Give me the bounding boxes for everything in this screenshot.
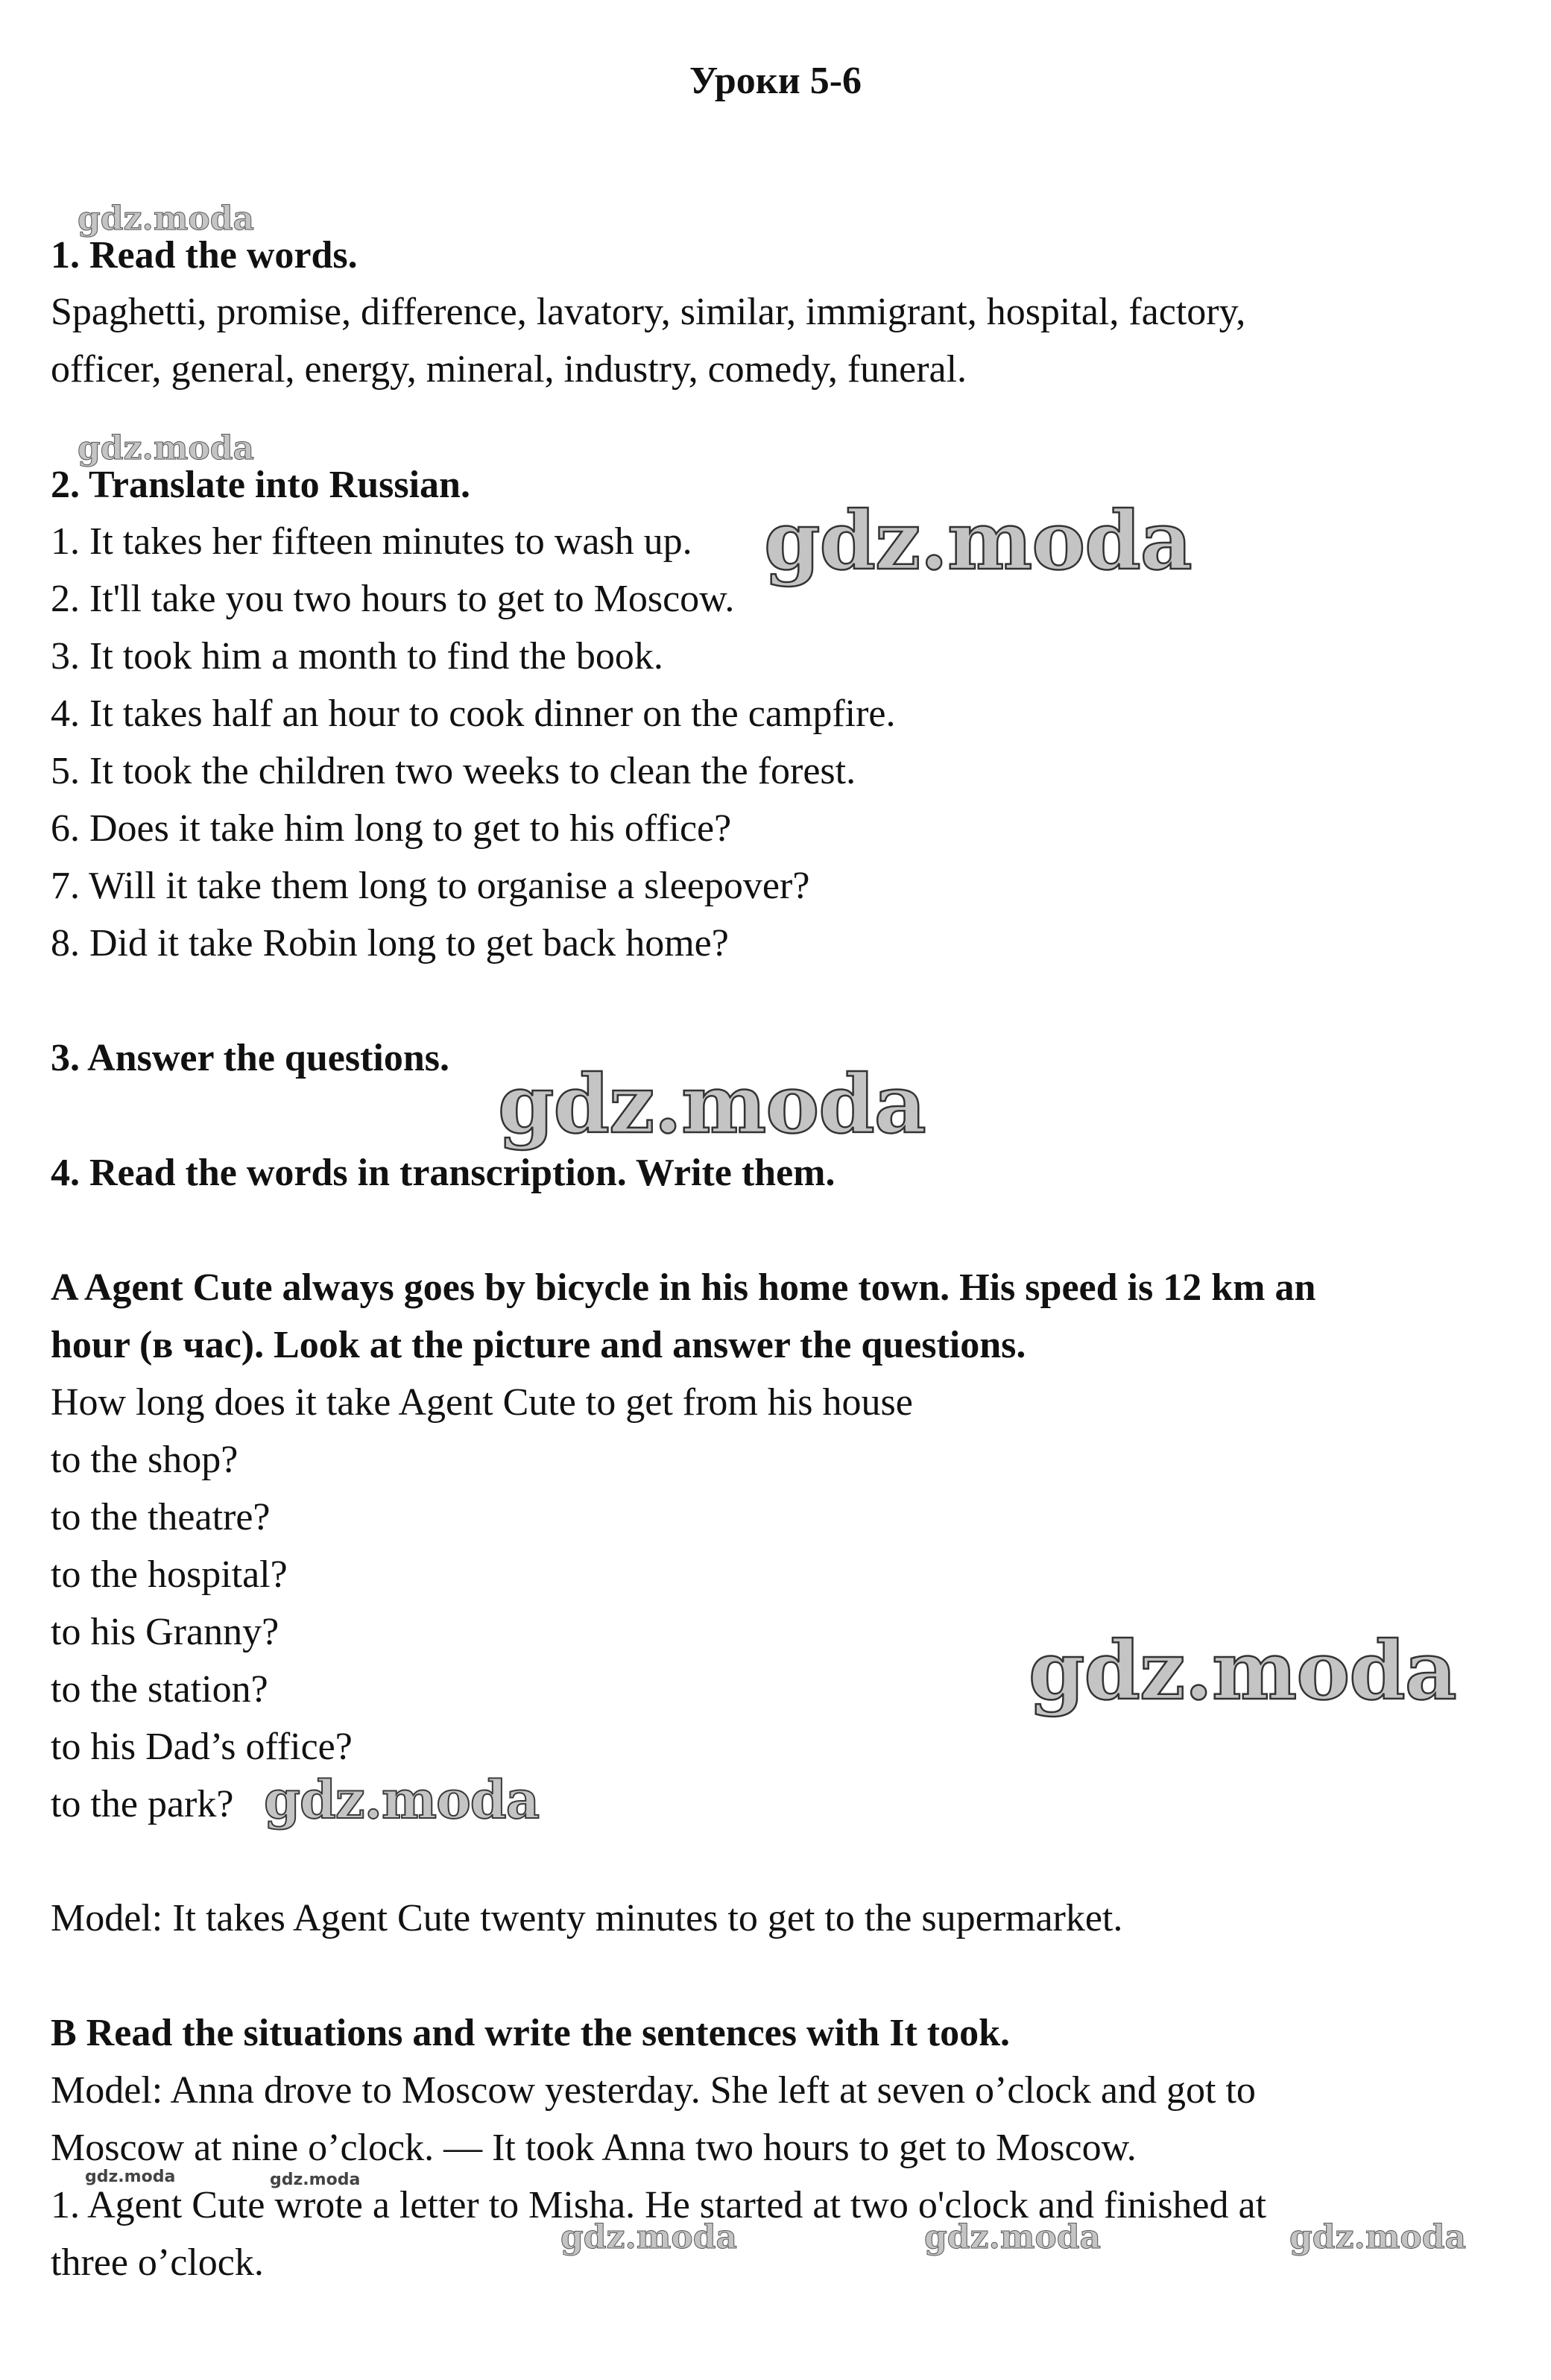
part-a-item: to the park? [51, 1783, 234, 1825]
part-a-item: to the theatre? [51, 1496, 271, 1538]
exercise-2-item: 2. It'll take you two hours to get to Moscow. [51, 578, 735, 620]
part-a-item: to the shop? [51, 1439, 239, 1481]
exercise-1-text-line: Spaghetti, promise, difference, lavatory, similar, immigrant, hospital, factory, [51, 291, 1246, 333]
part-a-heading-line: A Agent Cute always goes by bicycle in his home town. His speed is 12 km an [51, 1266, 1316, 1309]
watermark: gdz.moda [270, 2171, 361, 2189]
part-b-heading: B Read the situations and write the sentences with It took. [51, 2012, 1010, 2054]
part-a-item: to his Granny? [51, 1611, 279, 1653]
exercise-2-item: 1. It takes her fifteen minutes to wash up. [51, 520, 692, 563]
exercise-4-heading: 4. Read the words in transcription. Write them. [51, 1152, 835, 1194]
exercise-2-item: 5. It took the children two weeks to clean the forest. [51, 750, 856, 792]
watermark: gdz.moda [1029, 1624, 1456, 1718]
exercise-2-item: 7. Will it take them long to organise a sleepover? [51, 865, 810, 907]
watermark: gdz.moda [1289, 2218, 1467, 2256]
exercise-3-heading: 3. Answer the questions. [51, 1037, 450, 1079]
watermark: gdz.moda [85, 2168, 176, 2186]
exercise-2-item: 6. Does it take him long to get to his office? [51, 807, 732, 850]
part-a-question: How long does it take Agent Cute to get from his house [51, 1381, 913, 1424]
part-b-item-line: 1. Agent Cute wrote a letter to Misha. He started at two o'clock and finished at [51, 2184, 1267, 2226]
watermark: gdz.moda [264, 1769, 540, 1831]
watermark: gdz.moda [498, 1058, 926, 1152]
part-b-model-line: Moscow at nine o’clock. — It took Anna two hours to get to Moscow. [51, 2127, 1137, 2169]
watermark: gdz.moda [924, 2218, 1102, 2256]
exercise-2-item: 8. Did it take Robin long to get back home? [51, 922, 729, 965]
exercise-2-heading: 2. Translate into Russian. [51, 464, 470, 506]
watermark: gdz.moda [764, 494, 1192, 588]
part-a-item: to the hospital? [51, 1553, 288, 1596]
watermark: gdz.moda [560, 2218, 738, 2256]
part-a-item: to his Dad’s office? [51, 1726, 353, 1768]
exercise-2-item: 4. It takes half an hour to cook dinner on the campfire. [51, 692, 896, 735]
watermark: gdz.moda [78, 429, 255, 467]
page-title: Уроки 5-6 [689, 60, 862, 102]
part-b-item-line: three o’clock. [51, 2241, 264, 2284]
part-a-model: Model: It takes Agent Cute twenty minutes to get to the supermarket. [51, 1897, 1123, 1939]
exercise-1-heading: 1. Read the words. [51, 234, 358, 277]
watermark: gdz.moda [78, 200, 255, 238]
exercise-2-item: 3. It took him a month to find the book. [51, 635, 663, 678]
exercise-1-text-line: officer, general, energy, mineral, industry, comedy, funeral. [51, 348, 967, 391]
part-b-model-line: Model: Anna drove to Moscow yesterday. She left at seven o’clock and got to [51, 2069, 1256, 2112]
part-a-heading-line: hour (в час). Look at the picture and answer the questions. [51, 1324, 1026, 1366]
part-a-item: to the station? [51, 1668, 268, 1711]
